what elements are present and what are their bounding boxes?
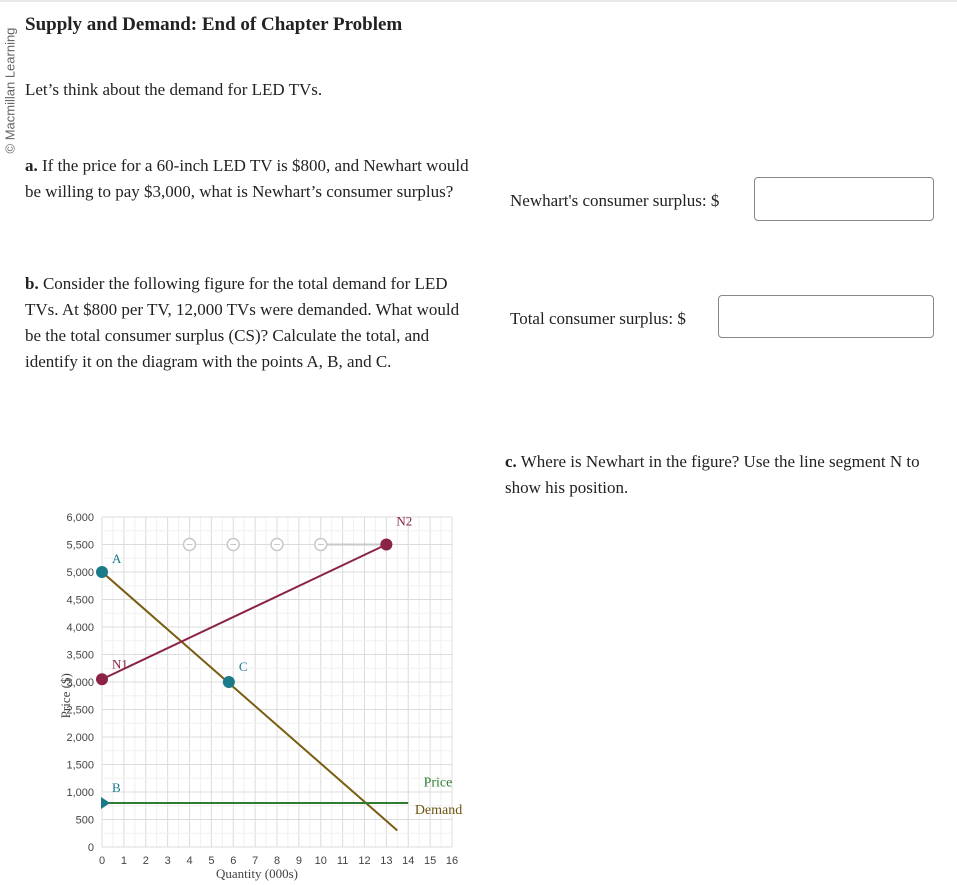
x-tick-label: 2 <box>142 855 149 867</box>
demand-line-label: Demand <box>414 803 463 818</box>
x-tick-label: 3 <box>164 855 171 867</box>
chart-ticks <box>66 512 458 867</box>
x-tick-label: 14 <box>402 855 415 867</box>
x-tick-label: 16 <box>445 855 459 867</box>
marker-n2[interactable] <box>380 539 392 551</box>
marker-c[interactable] <box>223 676 235 688</box>
marker-label-a: A <box>112 551 122 566</box>
y-axis-label: Price ($) <box>58 673 73 719</box>
x-tick-label: 7 <box>252 855 259 867</box>
marker-label-n1: N1 <box>112 656 128 672</box>
y-tick-label: 2,000 <box>66 732 94 744</box>
x-tick-label: 4 <box>186 855 193 867</box>
y-tick-label: 3,500 <box>66 649 94 662</box>
answer-a-label: Newhart's consumer surplus: $ <box>510 191 720 210</box>
question-c-letter: c. <box>505 452 517 471</box>
marker-label-b: B <box>112 780 121 795</box>
x-tick-label: 9 <box>295 855 302 867</box>
y-tick-label: 3,000 <box>66 677 94 689</box>
y-tick-label: 1,000 <box>66 787 94 799</box>
x-tick-label: 1 <box>120 855 127 867</box>
y-tick-label: 6,000 <box>66 512 94 524</box>
y-tick-label: 1,500 <box>66 759 94 772</box>
marker-b[interactable] <box>101 797 110 809</box>
question-b-letter: b. <box>25 274 39 293</box>
x-tick-label: 0 <box>98 855 106 867</box>
marker-a[interactable] <box>96 566 108 578</box>
marker-n1[interactable] <box>96 673 108 685</box>
y-tick-label: 4,000 <box>66 622 94 634</box>
y-tick-label: 5,000 <box>66 567 94 579</box>
question-c-text: Where is Newhart in the figure? Use the line segment N to show his position. <box>505 452 920 497</box>
price-line-label: Price <box>423 775 453 791</box>
x-tick-label: 5 <box>208 855 215 867</box>
x-tick-label: 13 <box>380 855 393 867</box>
marker-label-c: C <box>238 659 248 674</box>
x-tick-label: 15 <box>424 855 437 867</box>
y-tick-label: 500 <box>75 814 94 827</box>
x-tick-label: 11 <box>336 855 349 867</box>
x-axis-label: Quantity (000s) <box>216 866 298 881</box>
x-tick-label: 8 <box>273 855 281 867</box>
x-tick-label: 10 <box>314 855 327 867</box>
chart-grid <box>102 517 452 847</box>
marker-label-n2: N2 <box>396 513 413 529</box>
y-tick-label: 2,500 <box>66 704 94 717</box>
copyright-label: © Macmillan Learning <box>2 27 18 154</box>
question-a-text: If the price for a 60-inch LED TV is $800, and Newhart would be willing to pay $3,000, what is Newhart’s consumer surplus? <box>25 156 469 201</box>
question-a-letter: a. <box>25 156 38 175</box>
y-tick-label: 0 <box>87 842 94 854</box>
y-tick-label: 5,500 <box>66 539 94 552</box>
answer-b-label: Total consumer surplus: $ <box>510 309 686 328</box>
y-tick-label: 4,500 <box>66 594 94 607</box>
x-tick-label: 12 <box>358 855 371 867</box>
page-title: Supply and Demand: End of Chapter Problem <box>25 14 403 35</box>
intro-text: Let’s think about the demand for LED TVs. <box>25 80 323 99</box>
question-b-text: Consider the following figure for the total demand for LED TVs. At $800 per TV, 12,000 TVs were demanded. What would be the total consumer surplus (CS)? Calculate the total, and identify it on the diagram with the points A, B, and C. <box>25 274 460 371</box>
x-tick-label: 6 <box>230 855 237 867</box>
